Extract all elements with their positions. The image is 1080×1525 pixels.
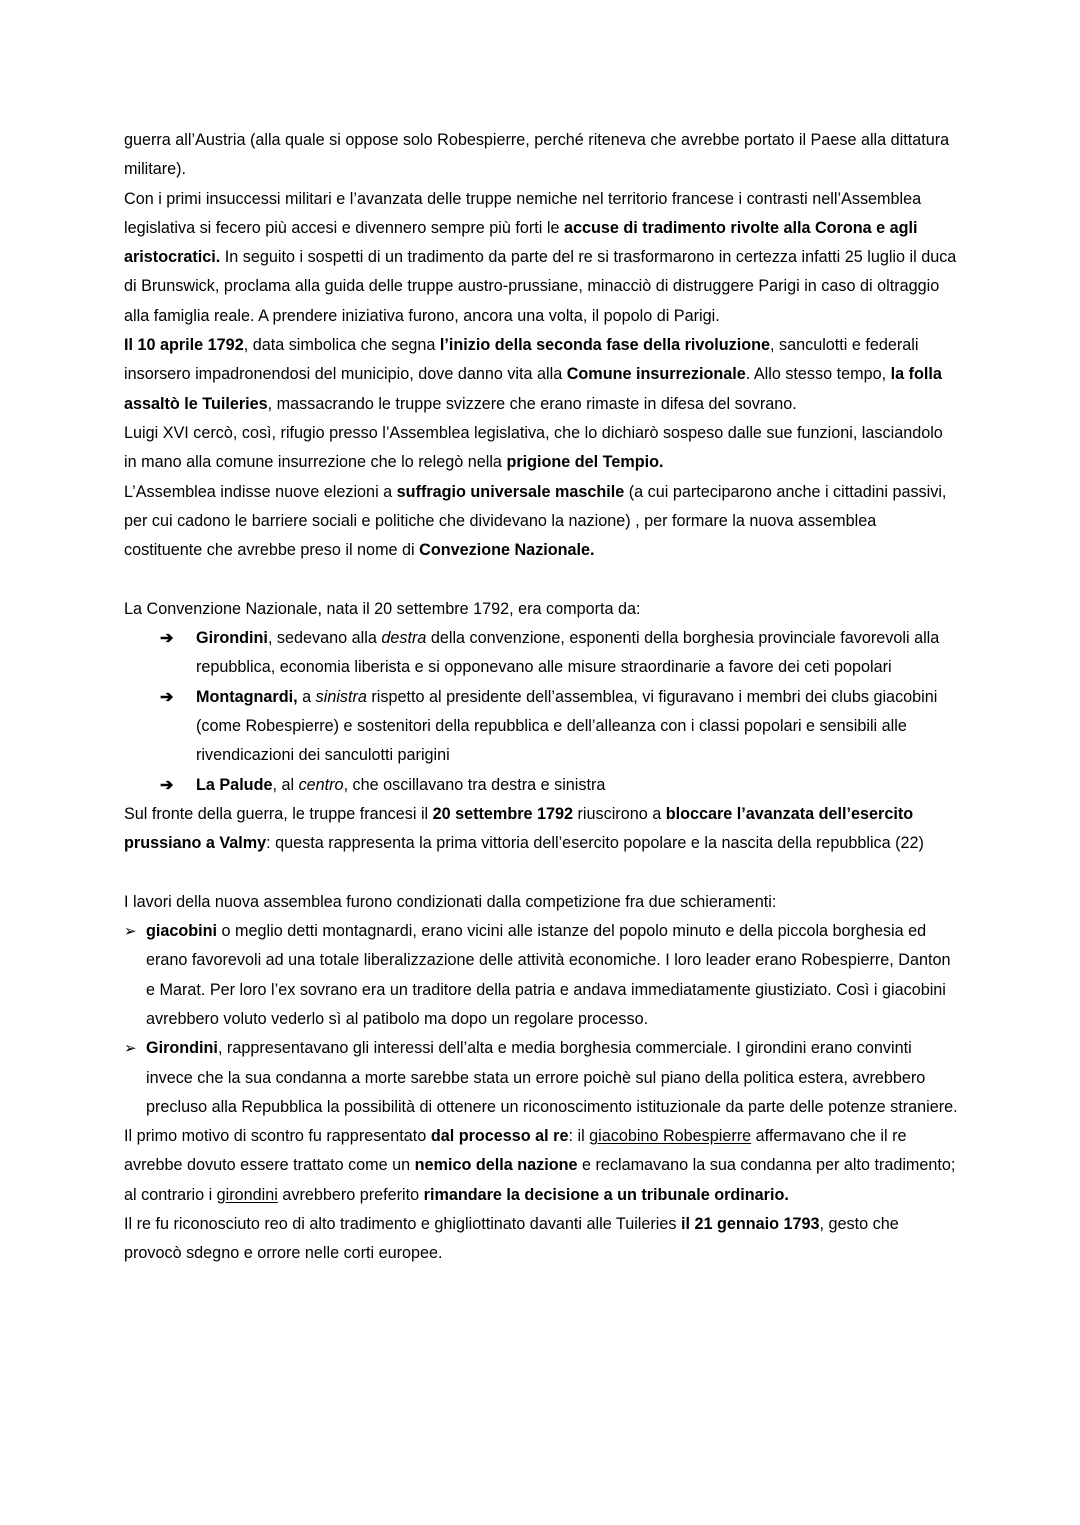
paragraph xyxy=(124,478,958,566)
text-run: rispetto al presidente dell’assemblea, vi figuravano i membri dei clubs giacobini (come Robespierre) e sostenitori della repubblica e dell’alleanza con i classi popolari e sensibili alle rivendicazioni dei sanculotti parigini xyxy=(196,687,938,765)
paragraph xyxy=(124,419,958,478)
list-item xyxy=(124,917,958,1034)
text-run: , che oscillavano tra destra e sinistra xyxy=(343,775,606,794)
text-run: e reclamavano la sua condanna per alto tradimento; al contrario i xyxy=(124,1156,956,1204)
text-run: , data simbolica che segna xyxy=(243,336,440,355)
bold-text: Montagnardi, xyxy=(196,687,298,706)
text-run: , gesto che provocò sdegno e orrore nelle corti europee. xyxy=(124,1214,899,1263)
bold-text: rimandare la decisione a un tribunale ordinario. xyxy=(423,1185,789,1204)
right-arrow-icon: ➔ xyxy=(160,629,174,648)
text-run: Sul fronte della guerra, le truppe francesi il xyxy=(124,804,433,823)
arrowhead-icon: ➢ xyxy=(124,923,137,941)
text-run: Luigi XVI cercò, così, rifugio presso l’Assemblea legislativa, che lo dichiarò sospeso dalle sue funzioni, lasciandolo in mano alla comune insurrezione che lo relegò nella xyxy=(124,423,943,472)
bold-text: Convezione Nazionale. xyxy=(419,541,595,560)
text-run: I lavori della nuova assemblea furono condizionati dalla competizione fra due schieramenti: xyxy=(124,892,777,911)
bold-text: 20 settembre 1792 xyxy=(432,804,574,823)
bold-text: Il 10 aprile 1792 xyxy=(124,336,244,355)
text-run: (a cui parteciparono anche i cittadini passivi, per cui cadono le barriere sociali e politiche che dividevano la nazione) , per formare la nuova assemblea costituente che avrebbe preso il nome di xyxy=(124,482,947,560)
text-run: , sedevano alla xyxy=(267,629,382,648)
arrowhead-bullet-list xyxy=(124,917,958,1122)
text-run: , rappresentavano gli interessi dell’alta e media borghesia commerciale. I girondini erano convinti invece che la sua condanna a morte sarebbe stata un errore poichè sul piano della politica estera, avrebbero precluso alla Repubblica la possibilità di ottenere un riconoscimento istituzionale da parte delle potenze straniere. xyxy=(146,1039,958,1116)
text-run: . Allo stesso tempo, xyxy=(745,365,891,384)
text-run: La Convenzione Nazionale, nata il 20 settembre 1792, era comporta da: xyxy=(124,599,641,618)
text-run: riuscirono a xyxy=(573,804,666,823)
text-run: Il re fu riconosciuto reo di alto tradimento e ghigliottinato davanti alle Tuileries xyxy=(124,1214,681,1233)
paragraph xyxy=(124,800,958,859)
italic-text: destra xyxy=(381,629,427,648)
bold-text: Girondini xyxy=(146,1039,218,1058)
underlined-text: girondini xyxy=(216,1185,278,1204)
bold-text: il 21 gennaio 1793 xyxy=(680,1214,820,1233)
bold-text: suffragio universale maschile xyxy=(396,482,625,501)
bold-text: giacobini xyxy=(146,922,218,941)
text-run: guerra all’Austria (alla quale si oppose solo Robespierre, perché riteneva che avrebbe portato il Paese alla dittatura militare). xyxy=(124,131,950,179)
bold-text: la folla assaltò le Tuileries xyxy=(124,365,942,413)
right-arrow-icon: ➔ xyxy=(160,687,174,706)
text-run: a xyxy=(297,687,316,706)
text-run: della convenzione, esponenti della borghesia provinciale favorevoli alla repubblica, economia liberista e si opponevano alle misure straordinarie a favore dei ceti popolari xyxy=(196,629,940,677)
text-run: Il primo motivo di scontro fu rappresentato xyxy=(124,1127,431,1146)
right-arrow-icon: ➔ xyxy=(160,775,174,794)
arrowhead-icon: ➢ xyxy=(124,1040,137,1058)
paragraph xyxy=(124,331,958,419)
paragraph xyxy=(124,1122,958,1210)
arrow-bullet-list xyxy=(124,624,958,800)
bold-text: bloccare l’avanzata dell’esercito prussiano a Valmy xyxy=(124,804,914,853)
document-body xyxy=(124,126,958,1269)
list-item xyxy=(124,624,958,683)
text-run: , sanculotti e federali insorsero impadronendosi del municipio, dove danno vita alla xyxy=(124,336,919,384)
list-item xyxy=(124,1034,958,1122)
text-run: L’Assemblea indisse nuove elezioni a xyxy=(124,482,397,501)
underlined-text: giacobino Robespierre xyxy=(589,1127,752,1146)
text-run: Con i primi insuccessi militari e l’avanzata delle truppe nemiche nel territorio francese i contrasti nell’Assemblea legislativa si fecero più accesi e divennero sempre più forti le xyxy=(124,189,922,237)
text-run: In seguito i sospetti di un tradimento da parte del re si trasformarono in certezza infatti 25 luglio il duca di Brunswick, proclama alla guida delle truppe austro-prussiane, minacciò di distruggere Parigi in caso di oltraggio alla famiglia reale. A prendere iniziativa furono, ancora una volta, il popolo di Parigi. xyxy=(124,248,957,325)
bold-text: accuse di tradimento rivolte alla Corona e agli aristocratici. xyxy=(124,218,918,267)
paragraph xyxy=(124,126,958,185)
text-run: avrebbero preferito xyxy=(277,1185,424,1204)
text-run: : il xyxy=(568,1127,590,1146)
paragraph xyxy=(124,1210,958,1269)
bold-text: nemico della nazione xyxy=(414,1156,578,1175)
bold-text: Girondini xyxy=(196,629,268,648)
paragraph-spacer xyxy=(124,858,958,887)
bold-text: Comune insurrezionale xyxy=(566,365,746,384)
text-run: affermavano che il re avrebbe dovuto essere trattato come un xyxy=(124,1127,907,1175)
paragraph xyxy=(124,595,958,624)
paragraph xyxy=(124,888,958,917)
text-run: o meglio detti montagnardi, erano vicini alle istanze del popolo minuto e della piccola borghesia ed erano favorevoli ad una totale liberalizzazione delle attività economiche. I loro leader erano Robespierre, Danton e Marat. Per loro l’ex sovrano era un traditore della patria e andava immediatamente giustiziato. Così i giacobini avrebbero voluto vederlo sì al patibolo ma dopo un regolare processo. xyxy=(146,922,951,1028)
text-run: , massacrando le truppe svizzere che erano rimaste in difesa del sovrano. xyxy=(267,394,797,413)
italic-text: centro xyxy=(298,775,344,794)
list-item xyxy=(124,771,958,800)
bold-text: prigione del Tempio. xyxy=(506,453,664,472)
bold-text: l’inizio della seconda fase della rivoluzione xyxy=(439,336,771,355)
italic-text: sinistra xyxy=(315,687,367,706)
bold-text: dal processo al re xyxy=(430,1127,569,1146)
paragraph-spacer xyxy=(124,565,958,594)
bold-text: La Palude xyxy=(196,775,273,794)
text-run: , al xyxy=(272,775,299,794)
paragraph xyxy=(124,185,958,331)
text-run: : questa rappresenta la prima vittoria dell’esercito popolare e la nascita della repubblica (22) xyxy=(266,834,924,853)
list-item xyxy=(124,683,958,771)
